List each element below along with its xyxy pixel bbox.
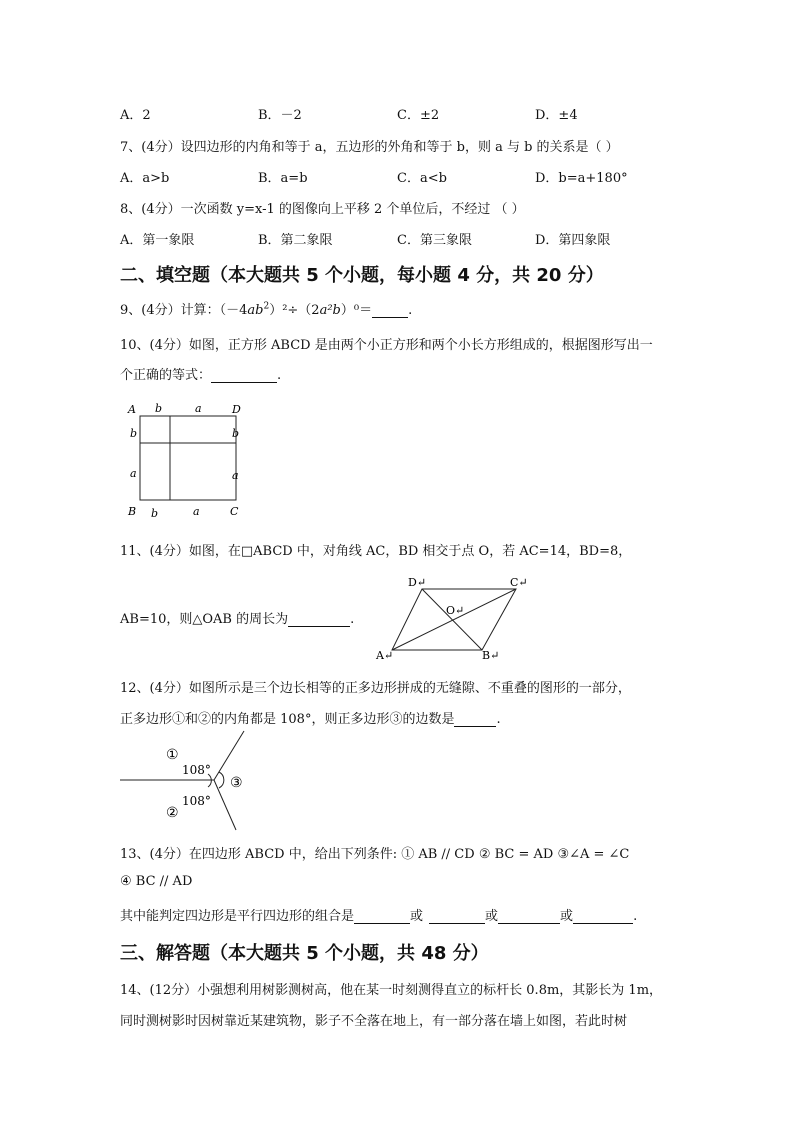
q11-end: .: [350, 612, 355, 627]
q10-bottom-b: b: [151, 507, 159, 520]
q8-option-b: B．第二象限: [258, 233, 333, 248]
section-2-heading: 二、填空题（本大题共 5 个小题，每小题 4 分，共 20 分）: [120, 265, 604, 286]
q10-square-figure: [124, 400, 254, 522]
q11-diagonal-BD: [422, 589, 482, 650]
q8-stem: 8、(4分）一次函数 y=x-1 的图像向上平移 2 个单位后，不经过 （ ）: [120, 202, 525, 217]
q10-right-a: a: [232, 469, 239, 482]
q9-answer-blank[interactable]: [372, 303, 408, 318]
q11-line2-text: AB=10，则△OAB 的周长为: [120, 612, 289, 627]
q7-option-b: B．a=b: [258, 171, 308, 186]
q6-option-b: B．－2: [258, 108, 302, 123]
q10-line2-text: 个正确的等式：: [120, 368, 212, 383]
q12-angle-arc-right: [219, 772, 224, 788]
q13-line3: [120, 905, 637, 924]
q13-stem: 13、(4分）在四边形 ABCD 中，给出下列条件: ① AB // CD ② BC = AD ③∠A = ∠C: [120, 847, 630, 862]
q9-expr1: ab: [247, 303, 264, 318]
q12-polygon-3: ③: [230, 775, 243, 791]
q9-mid: ）²÷（2: [269, 303, 320, 318]
q11-answer-blank[interactable]: [288, 612, 350, 627]
q11-label-D: D↵: [408, 576, 427, 589]
q11-diagonal-AC: [392, 589, 516, 650]
q14-line2: 同时测树影时因树靠近某建筑物，影子不全落在地上，有一部分落在墙上如图，若此时树: [120, 1014, 628, 1029]
q10-answer-blank[interactable]: [211, 368, 277, 383]
q13-line3-text: 其中能判定四边形是平行四边形的组合是: [120, 909, 355, 924]
q11-label-A: A↵: [376, 649, 394, 662]
q6-option-a: A．2: [120, 108, 151, 123]
q11-line1: 11、(4分）如图，在□ABCD 中，对角线 AC，BD 相交于点 O，若 AC=14，BD=8，: [120, 544, 632, 559]
q6-option-c: C．±2: [397, 108, 440, 123]
q12-line2: [120, 708, 501, 727]
q11-label-O: O↵: [446, 604, 465, 617]
q7-stem: 7、(4分）设四边形的内角和等于 a，五边形的外角和等于 b，则 a 与 b 的关系是（ ）: [120, 140, 619, 155]
q13-or-2: 或: [485, 909, 499, 924]
q12-polygon-figure: [118, 728, 258, 834]
q10-left-a: a: [130, 467, 137, 480]
q9-expr2: a²b: [319, 303, 341, 318]
q12-angle-label-1: 108°: [182, 763, 211, 777]
section-3-heading: 三、解答题（本大题共 5 个小题，共 48 分）: [120, 943, 489, 964]
q10-top-a: a: [195, 402, 202, 415]
q12-polygon-2: ②: [166, 805, 179, 821]
q13-blank-4[interactable]: [573, 909, 633, 924]
q12-end: .: [496, 712, 501, 727]
q11-parallelogram-figure: [372, 572, 542, 664]
q13-cond4: ④ BC // AD: [120, 874, 193, 889]
q11-label-B: B↵: [482, 649, 500, 662]
q8-option-a: A．第一象限: [120, 233, 195, 248]
q10-outer-square: [140, 416, 236, 500]
q10-label-C: C: [230, 505, 239, 518]
q8-option-c: C．第三象限: [397, 233, 472, 248]
q11-label-C: C↵: [510, 576, 528, 589]
q11-line2: [120, 608, 354, 627]
q7-option-c: C．a<b: [397, 171, 447, 186]
q10-bottom-a: a: [193, 505, 200, 518]
q13-end: .: [633, 909, 638, 924]
q12-answer-blank[interactable]: [454, 712, 496, 727]
q10-label-B: B: [128, 505, 137, 518]
q12-line2-text: 正多边形①和②的内角都是 108°，则正多边形③的边数是: [120, 712, 455, 727]
q13-blank-3[interactable]: [498, 909, 560, 924]
q13-or-3: 或: [560, 909, 574, 924]
q10-label-A: A: [128, 403, 136, 416]
q10-line2: [120, 364, 281, 383]
q9-end: .: [408, 303, 413, 318]
q13-or-1: 或: [410, 909, 424, 924]
q13-blank-2[interactable]: [429, 909, 485, 924]
q10-right-b: b: [232, 427, 240, 440]
q10-line1: 10、(4分）如图，正方形 ABCD 是由两个小正方形和两个小长方形组成的，根据图形写出一: [120, 338, 653, 353]
q12-upper-edge: [214, 731, 244, 780]
q8-option-d: D．第四象限: [535, 233, 611, 248]
q14-line1: 14、(12分）小强想利用树影测树高，他在某一时刻测得直立的标杆长 0.8m，其影长为 1m，: [120, 983, 663, 998]
q6-option-d: D．±4: [535, 108, 578, 123]
q9-suffix: ）⁰＝: [340, 303, 373, 318]
q12-polygon-1: ①: [166, 747, 179, 763]
q12-angle-label-2: 108°: [182, 794, 211, 808]
q10-top-b: b: [155, 402, 163, 415]
q10-left-b: b: [130, 427, 138, 440]
q10-end: .: [277, 368, 282, 383]
q7-option-d: D．b=a+180°: [535, 171, 628, 186]
q7-option-a: A．a>b: [120, 171, 170, 186]
q13-blank-1[interactable]: [354, 909, 410, 924]
q10-label-D: D: [232, 403, 241, 416]
q12-line1: 12、(4分）如图所示是三个边长相等的正多边形拼成的无缝隙、不重叠的图形的一部分，: [120, 681, 631, 696]
q9-prefix: 9、(4分）计算：（－4: [120, 303, 248, 318]
q9: 9、(4分）计算：$(-4ab^2)^2\div(2a^2b)^0=$ .: [120, 301, 413, 318]
